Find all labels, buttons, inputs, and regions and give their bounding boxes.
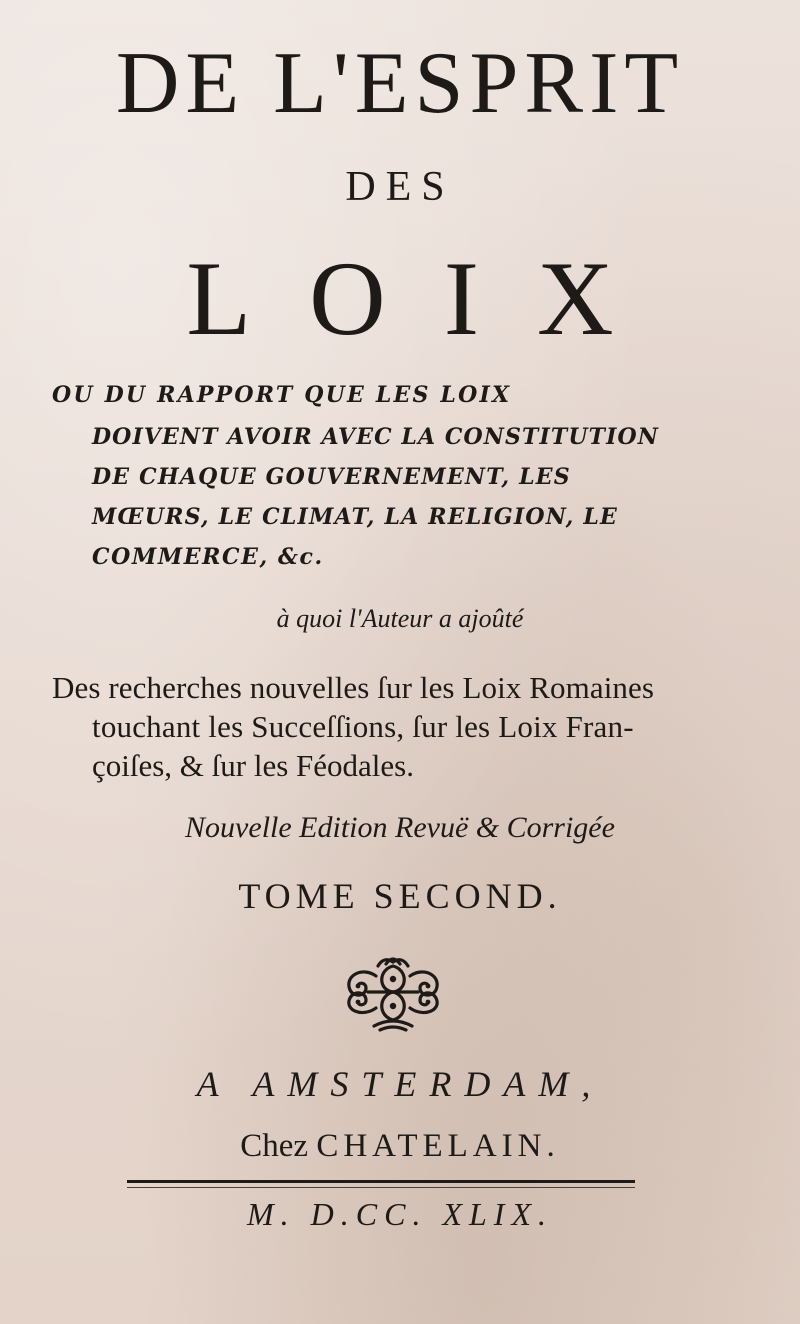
- double-rule-thick: [127, 1180, 635, 1183]
- imprint-place: A AMSTERDAM,: [196, 1064, 604, 1104]
- volume-label: TOME SECOND.: [238, 876, 562, 916]
- title-line-3: LOIX: [186, 240, 672, 357]
- research-line-2: touchant les Succeſſions, ſur les Loix Fran-: [92, 709, 634, 744]
- research-line-3: çoiſes, & ſur les Féodales.: [92, 748, 414, 783]
- edition-note: Nouvelle Edition Revuë & Corrigée: [185, 811, 615, 844]
- research-line-1: Des recherches nouvelles ſur les Loix Romaines: [52, 670, 655, 705]
- subtitle-line-4: MŒURS, LE CLIMAT, LA RELIGION, LE: [92, 504, 618, 530]
- double-rule-thin: [127, 1187, 635, 1188]
- subtitle-line-2: DOIVENT AVOIR AVEC LA CONSTITUTION: [92, 424, 659, 450]
- fleuron-ornament-icon: [338, 952, 448, 1034]
- title-line-2: DES: [345, 164, 455, 210]
- subtitle-line-1: OU DU RAPPORT QUE LES LOIX: [52, 382, 512, 408]
- title-line-1: DE L'ESPRIT: [115, 35, 685, 132]
- printer-name: CHATELAIN.: [316, 1128, 560, 1164]
- imprint-printer: [0, 1130, 800, 1163]
- subtitle-line-5: COMMERCE, &c.: [92, 544, 324, 570]
- publication-year: M. D.CC. XLIX.: [247, 1196, 553, 1232]
- author-addition-note: à quoi l'Auteur a ajoûté: [276, 604, 524, 633]
- subtitle-line-3: DE CHAQUE GOUVERNEMENT, LES: [92, 464, 571, 490]
- printer-prefix: Chez: [240, 1128, 309, 1164]
